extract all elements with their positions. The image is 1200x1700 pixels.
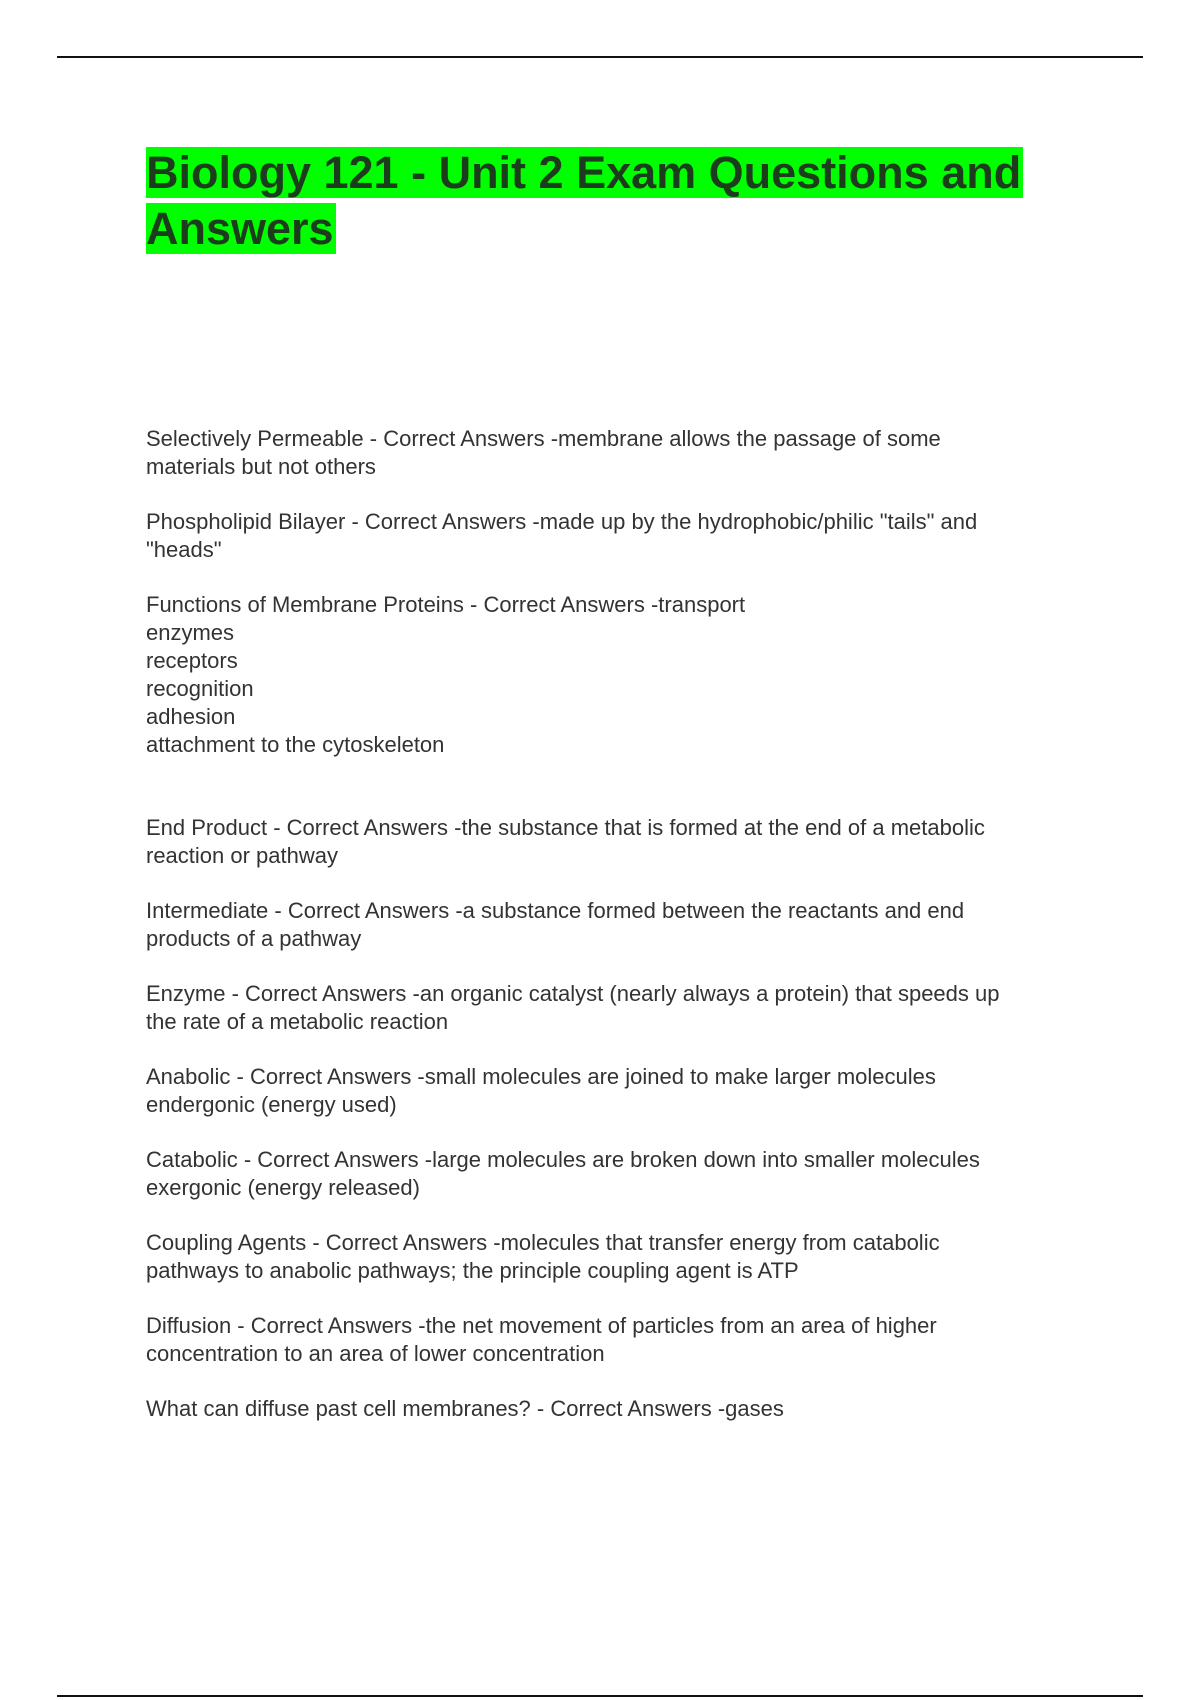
qa-list [146,425,1096,1450]
qa-entry-membrane-proteins: Functions of Membrane Proteins - Correct Answers -transport enzymes receptors recognition adhesion attachment to the cytoskeleton [146,592,746,757]
qa-entry-diffusion: Diffusion - Correct Answers -the net movement of particles from an area of higher concentration to an area of lower concentration [146,1313,937,1366]
qa-entry-coupling-agents: Coupling Agents - Correct Answers -molecules that transfer energy from catabolic pathways to anabolic pathways; the principle coupling agent is ATP [146,1230,940,1283]
qa-entry-diffuse-membranes: What can diffuse past cell membranes? - Correct Answers -gases [146,1396,784,1421]
top-rule [57,56,1143,58]
page-title [146,145,1106,257]
qa-entry-enzyme: Enzyme - Correct Answers -an organic catalyst (nearly always a protein) that speeds up the rate of a metabolic reaction [146,981,1000,1034]
title-highlight: Biology 121 - Unit 2 Exam Questions and Answers [146,147,1022,254]
qa-entry-selectively-permeable: Selectively Permeable - Correct Answers -membrane allows the passage of some materials but not others [146,426,941,479]
qa-entry-intermediate: Intermediate - Correct Answers -a substance formed between the reactants and end products of a pathway [146,898,965,951]
bottom-rule [57,1695,1143,1697]
qa-entry-catabolic: Catabolic - Correct Answers -large molecules are broken down into smaller molecules exergonic (energy released) [146,1147,980,1200]
qa-entry-phospholipid-bilayer: Phospholipid Bilayer - Correct Answers -made up by the hydrophobic/philic "tails" and "heads" [146,509,978,562]
qa-entry-end-product: End Product - Correct Answers -the substance that is formed at the end of a metabolic reaction or pathway [146,815,985,868]
qa-entry-anabolic: Anabolic - Correct Answers -small molecules are joined to make larger molecules endergonic (energy used) [146,1064,936,1117]
